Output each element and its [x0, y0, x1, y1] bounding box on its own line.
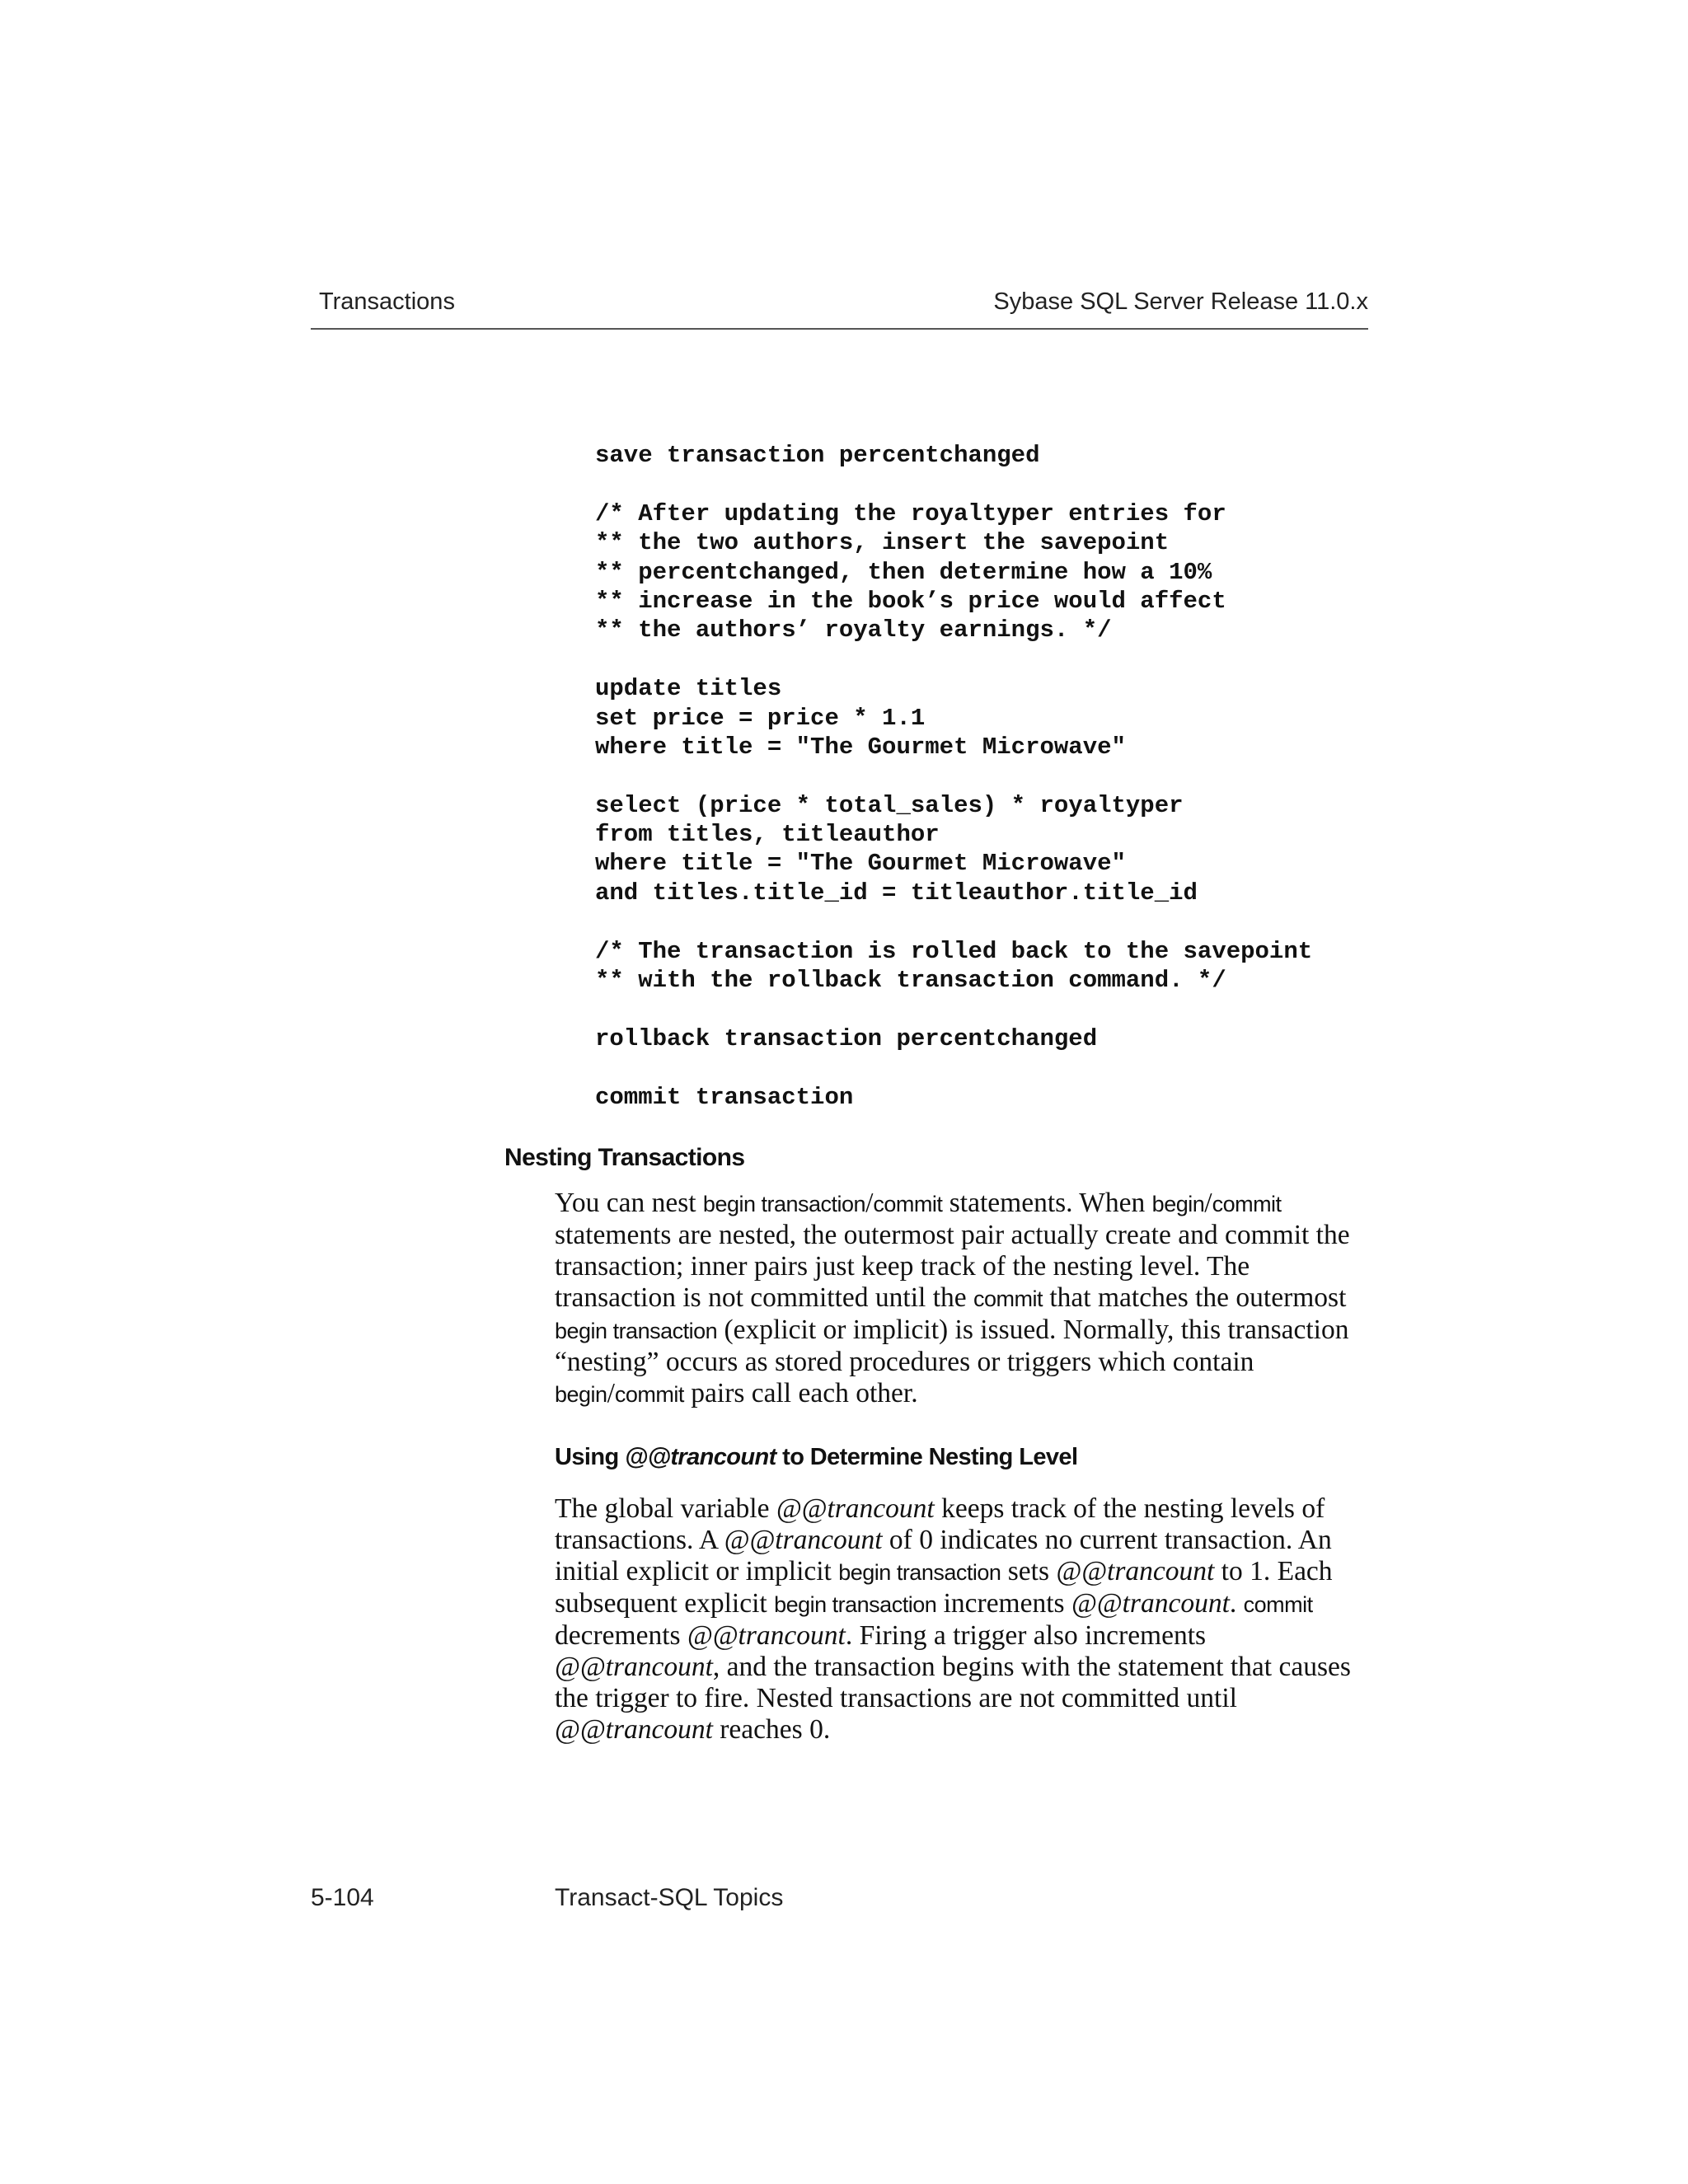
- code-line: /* The transaction is rolled back to the savepoint: [595, 937, 1313, 965]
- running-header-chapter: Transactions: [319, 288, 455, 315]
- variable-name: @@trancount: [687, 1620, 846, 1651]
- variable-name: @@trancount: [625, 1444, 776, 1470]
- trancount-paragraph: The global variable @@trancount keeps track of the nesting levels of transactions. A @@trancount of 0 indicates no current transaction. An initial explicit or implicit begin transaction sets @@trancount to 1. Each subsequent explicit begin transaction increments @@trancount. commit decrements @@trancount. Firing a trigger also increments @@trancount, and the transaction begins with the statement that causes the trigger to fire. Nested transactions are not committed until @@trancount reaches 0.: [555, 1493, 1351, 1745]
- keyword: commit: [1243, 1592, 1313, 1617]
- section-heading: Nesting Transactions: [504, 1144, 745, 1171]
- running-footer-title: Transact-SQL Topics: [555, 1884, 784, 1911]
- code-line: from titles, titleauthor: [595, 821, 940, 849]
- code-line: save transaction percentchanged: [595, 442, 1040, 469]
- page-number: 5-104: [311, 1884, 374, 1911]
- variable-name: @@trancount: [724, 1525, 883, 1555]
- code-line: commit transaction: [595, 1083, 854, 1111]
- keyword: begin: [1151, 1192, 1205, 1216]
- code-line: select (price * total_sales) * royaltyper: [595, 791, 1184, 819]
- keyword: begin transaction: [774, 1592, 937, 1617]
- code-line: [595, 907, 1312, 936]
- code-line: [595, 645, 1312, 674]
- code-line: ** percentchanged, then determine how a 10%: [595, 558, 1212, 586]
- running-header-product: Sybase SQL Server Release 11.0.x: [993, 288, 1368, 315]
- keyword: commit: [973, 1286, 1043, 1311]
- code-line: ** the two authors, insert the savepoint: [595, 529, 1170, 557]
- keyword: commit: [614, 1382, 684, 1407]
- code-line: set price = price * 1.1: [595, 704, 926, 732]
- code-example: [595, 441, 1312, 1112]
- code-line: rollback transaction percentchanged: [595, 1024, 1098, 1052]
- variable-name: @@trancount: [1056, 1556, 1215, 1586]
- code-line: update titles: [595, 675, 782, 703]
- code-line: [595, 1053, 1312, 1082]
- variable-name: @@trancount: [1071, 1588, 1230, 1619]
- variable-name: @@trancount: [776, 1493, 935, 1524]
- variable-name: @@trancount: [555, 1714, 713, 1745]
- code-line: where title = "The Gourmet Microwave": [595, 850, 1126, 878]
- code-line: where title = "The Gourmet Microwave": [595, 733, 1126, 761]
- code-line: [595, 762, 1312, 790]
- keyword: begin: [555, 1382, 607, 1407]
- code-line: and titles.title_id = titleauthor.title_id: [595, 879, 1198, 907]
- header-rule: [311, 328, 1368, 330]
- subsection-heading: Using @@trancount to Determine Nesting Level: [555, 1444, 1078, 1470]
- keyword: begin transaction: [838, 1560, 1001, 1585]
- code-line: ** increase in the book’s price would affect: [595, 587, 1226, 615]
- code-line: ** with the rollback transaction command. */: [595, 967, 1226, 995]
- variable-name: @@trancount: [555, 1652, 713, 1682]
- keyword: begin transaction: [702, 1192, 866, 1216]
- keyword: commit: [1212, 1192, 1282, 1216]
- code-line: ** the authors’ royalty earnings. */: [595, 616, 1112, 644]
- nesting-paragraph: You can nest begin transaction/commit statements. When begin/commit statements are nested, the outermost pair actually create and commit the transaction; inner pairs just keep track of the nesting level. The transaction is not committed until the commit that matches the outermost begin transaction (explicit or implicit) is issued. Normally, this transaction “nesting” occurs as stored procedures or triggers which contain begin/commit pairs call each other.: [555, 1188, 1350, 1408]
- code-line: /* After updating the royaltyper entries for: [595, 499, 1226, 527]
- code-line: [595, 995, 1312, 1024]
- code-line: [595, 470, 1312, 499]
- keyword: commit: [873, 1192, 943, 1216]
- keyword: begin transaction: [555, 1319, 718, 1343]
